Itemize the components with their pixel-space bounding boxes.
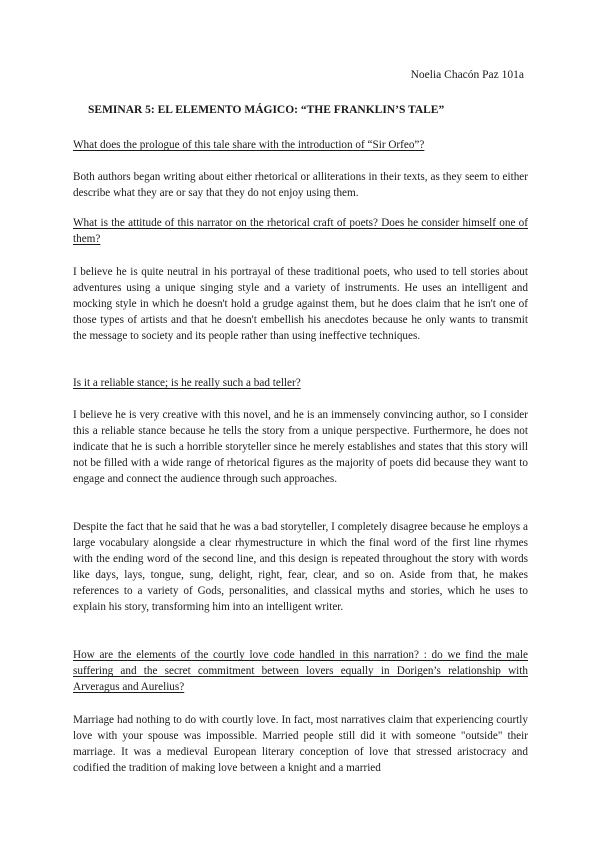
answer-3-paragraph-2: Despite the fact that he said that he was a bad storyteller, I completely disagree because he employs a large vocabulary alongside a clear rhymestructure in which the final word of the first line rhymes with the ending word of the second line, and this design is repeated throughout the story with words like days, lays, tongue, sung, delight, right, fear, clear, and so on. Aside from that, he makes references to a variety of Gods, personalities, and classical myths and stories, which he uses to explain his story, transforming him into an intelligent writer. bbox=[73, 521, 528, 613]
question-3: Is it a reliable stance; is he really such a bad teller? bbox=[73, 377, 301, 389]
question-4: How are the elements of the courtly love code handled in this narration? : do we find the male suffering and the secret commitment between lovers equally in Dorigen’s relationship with Arveragus and Aurelius? bbox=[73, 649, 528, 693]
question-1: What does the prologue of this tale share with the introduction of “Sir Orfeo”? bbox=[73, 139, 425, 151]
author-line: Noelia Chacón Paz 101a bbox=[410, 69, 524, 81]
answer-2-paragraph-1: I believe he is quite neutral in his portrayal of these traditional poets, who used to tell stories about adventures using a unique singing style and a variety of instruments. He uses an intelligent and mocking style in which he doesn't hold a grudge against them, but he does claim that he isn't one of those types of artists and that he doesn't embellish his anecdotes because he only wants to transmit the message to society and its people rather than using ineffective techniques. bbox=[73, 266, 528, 342]
answer-4-paragraph-1: Marriage had nothing to do with courtly love. In fact, most narratives claim that experiencing courtly love with your spouse was impossible. Married people still did it with someone "outside" their marriage. It was a medieval European literary conception of love that stressed aristocracy and codified the tradition of making love between a knight and a married bbox=[73, 714, 528, 774]
answer-3-paragraph-1: I believe he is very creative with this novel, and he is an immensely convincing author, so I consider this a reliable stance because he tells the story from a unique perspective. Furthermore, he does not indicate that he is such a horrible storyteller since he merely establishes and states that this story will not be filled with a wide range of rhetorical figures as the majority of poets did because they want to engage and connect the audience through such approaches. bbox=[73, 409, 528, 485]
seminar-title: SEMINAR 5: EL ELEMENTO MÁGICO: “THE FRANKLIN’S TALE” bbox=[88, 104, 445, 116]
answer-1-paragraph-1: Both authors began writing about either rhetorical or alliterations in their texts, as they seem to either describe what they are or say that they do not enjoy using them. bbox=[73, 171, 528, 199]
question-2: What is the attitude of this narrator on the rhetorical craft of poets? Does he consider himself one of them? bbox=[73, 217, 528, 245]
